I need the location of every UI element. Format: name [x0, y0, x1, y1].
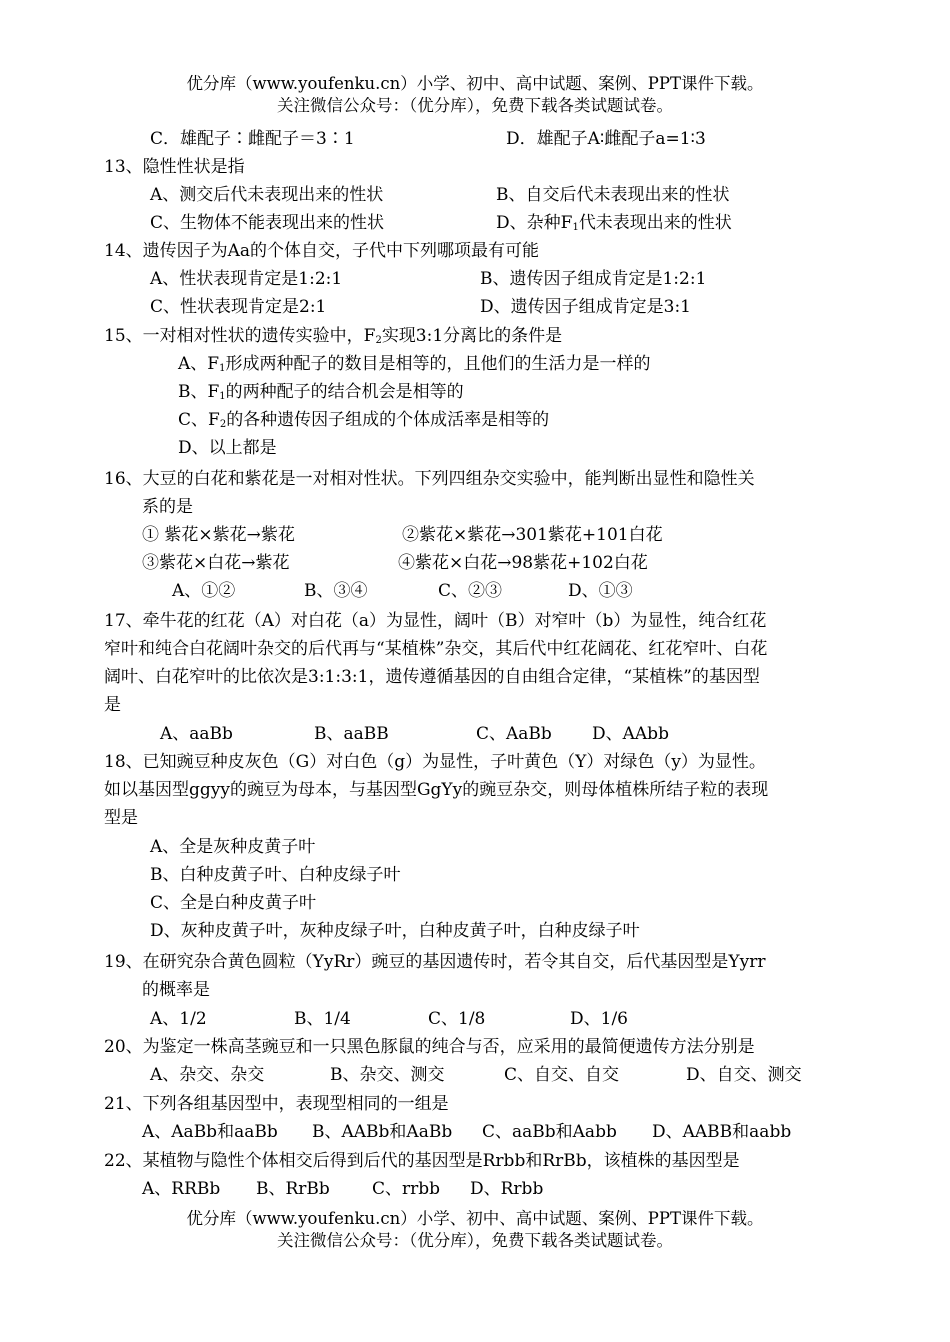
q22-option-d: D、Rrbb	[470, 1179, 544, 1199]
q13-option-b: B、自交后代未表现出来的性状	[496, 185, 730, 205]
q20-option-c: C、自交、自交	[504, 1065, 620, 1085]
q13-option-c: C、生物体不能表现出来的性状	[150, 213, 385, 233]
footer-line-2: 关注微信公众号：（优分库），免费下载各类试题试卷。	[277, 1231, 673, 1250]
q15-option-d: D、以上都是	[178, 438, 277, 458]
q16-stem-line-2: 系的是	[142, 497, 193, 517]
q18-line-3: 型是	[104, 808, 138, 828]
q19-line-1: 19、在研究杂合黄色圆粒（YyRr）豌豆的基因遗传时，若令其自交，后代基因型是Yyrr	[104, 952, 766, 972]
page-footer	[0, 1208, 950, 1252]
q13-stem: 13、隐性性状是指	[104, 157, 245, 177]
q21-stem: 21、下列各组基因型中，表现型相同的一组是	[104, 1094, 449, 1114]
q15-stem: 15、一对相对性状的遗传实验中，$F_2$实现3:1分离比的条件是	[104, 326, 563, 346]
q20-stem: 20、为鉴定一株高茎豌豆和一只黑色豚鼠的纯合与否，应采用的最简便遗传方法分别是	[104, 1037, 755, 1057]
q18-option-c: C、全是白种皮黄子叶	[150, 893, 317, 913]
q16-cross-2: ②紫花×紫花→301紫花+101白花	[402, 525, 663, 545]
q18-line-2: 如以基因型ggyy的豌豆为母本，与基因型GgYy的豌豆杂交，则母体植株所结子粒的表现	[104, 780, 769, 800]
q13-option-a: A、测交后代未表现出来的性状	[150, 185, 384, 205]
q17-option-a: A、aaBb	[160, 724, 233, 744]
q18-option-d: D、灰种皮黄子叶，灰种皮绿子叶，白种皮黄子叶，白种皮绿子叶	[150, 921, 640, 941]
q20-option-a: A、杂交、杂交	[150, 1065, 265, 1085]
q16-option-a: A、①②	[172, 581, 236, 601]
q16-cross-3: ③紫花×白花→紫花	[142, 553, 290, 573]
q16-option-d: D、①③	[568, 581, 633, 601]
header-line-2: 关注微信公众号：（优分库），免费下载各类试题试卷。	[277, 96, 673, 115]
q22-option-c: C、rrbb	[372, 1179, 441, 1199]
q20-option-d: D、自交、测交	[686, 1065, 802, 1085]
q19-option-d: D、1/6	[570, 1009, 628, 1029]
q22-option-a: A、RRBb	[142, 1179, 221, 1199]
q15-option-b: B、$F_1$的两种配子的结合机会是相等的	[178, 382, 464, 402]
header-line-1: 优分库（www.youfenku.cn）小学、初中、高中试题、案例、PPT课件下载。	[186, 74, 764, 93]
q17-line-3: 阔叶、白花窄叶的比依次是3:1:3:1，遗传遵循基因的自由组合定律，“某植株”的基因型	[104, 667, 760, 687]
q17-line-2: 窄叶和纯合白花阔叶杂交的后代再与“某植株”杂交，其后代中红花阔花、红花窄叶、白花	[104, 639, 768, 659]
q18-option-b: B、白种皮黄子叶、白种皮绿子叶	[150, 865, 401, 885]
q16-stem-line-1: 16、大豆的白花和紫花是一对相对性状。下列四组杂交实验中，能判断出显性和隐性关	[104, 469, 755, 489]
q21-option-b: B、AABb和AaBb	[312, 1122, 453, 1142]
q21-option-d: D、AABB和aabb	[652, 1122, 792, 1142]
footer-line-1: 优分库（www.youfenku.cn）小学、初中、高中试题、案例、PPT课件下载。	[186, 1209, 764, 1228]
q13-option-d: D、杂种$F_1$代未表现出来的性状	[496, 213, 732, 233]
q16-option-c: C、②③	[438, 581, 503, 601]
q17-option-c: C、AaBb	[476, 724, 552, 744]
q14-option-c: C、性状表现肯定是2:1	[150, 297, 327, 317]
q19-option-a: A、1/2	[150, 1009, 207, 1029]
q20-option-b: B、杂交、测交	[330, 1065, 445, 1085]
q15-option-a: A、$F_1$形成两种配子的数目是相等的，且他们的生活力是一样的	[178, 354, 651, 374]
q12-option-c: C．雄配子∶雌配子＝3∶1	[150, 129, 355, 149]
q16-cross-4: ④紫花×白花→98紫花+102白花	[398, 553, 648, 573]
page-header	[0, 73, 950, 117]
q12-option-d: D．雄配子A∶雌配子a=1∶3	[506, 129, 706, 149]
q22-stem: 22、某植物与隐性个体相交后得到后代的基因型是Rrbb和RrBb，该植株的基因型是	[104, 1151, 740, 1171]
q18-line-1: 18、已知豌豆种皮灰色（G）对白色（g）为显性，子叶黄色（Y）对绿色（y）为显性。	[104, 752, 766, 772]
q18-option-a: A、全是灰种皮黄子叶	[150, 837, 316, 857]
q21-option-c: C、aaBb和Aabb	[482, 1122, 617, 1142]
q14-stem: 14、遗传因子为Aa的个体自交，子代中下列哪项最有可能	[104, 241, 540, 261]
q19-option-c: C、1/8	[428, 1009, 486, 1029]
q16-option-b: B、③④	[304, 581, 368, 601]
q17-line-1: 17、牵牛花的红花（A）对白花（a）为显性，阔叶（B）对窄叶（b）为显性，纯合红花	[104, 611, 767, 631]
q16-cross-1: ① 紫花×紫花→紫花	[142, 525, 295, 545]
q19-line-2: 的概率是	[142, 980, 210, 1000]
q15-option-c: C、$F_2$的各种遗传因子组成的个体成活率是相等的	[178, 410, 550, 430]
q14-option-d: D、遗传因子组成肯定是3:1	[480, 297, 691, 317]
q17-option-d: D、AAbb	[592, 724, 669, 744]
q17-line-4: 是	[104, 695, 121, 715]
q14-option-b: B、遗传因子组成肯定是1:2:1	[480, 269, 707, 289]
q22-option-b: B、RrBb	[256, 1179, 330, 1199]
q14-option-a: A、性状表现肯定是1:2:1	[150, 269, 343, 289]
q19-option-b: B、1/4	[294, 1009, 351, 1029]
q21-option-a: A、AaBb和aaBb	[142, 1122, 278, 1142]
q17-option-b: B、aaBB	[314, 724, 389, 744]
